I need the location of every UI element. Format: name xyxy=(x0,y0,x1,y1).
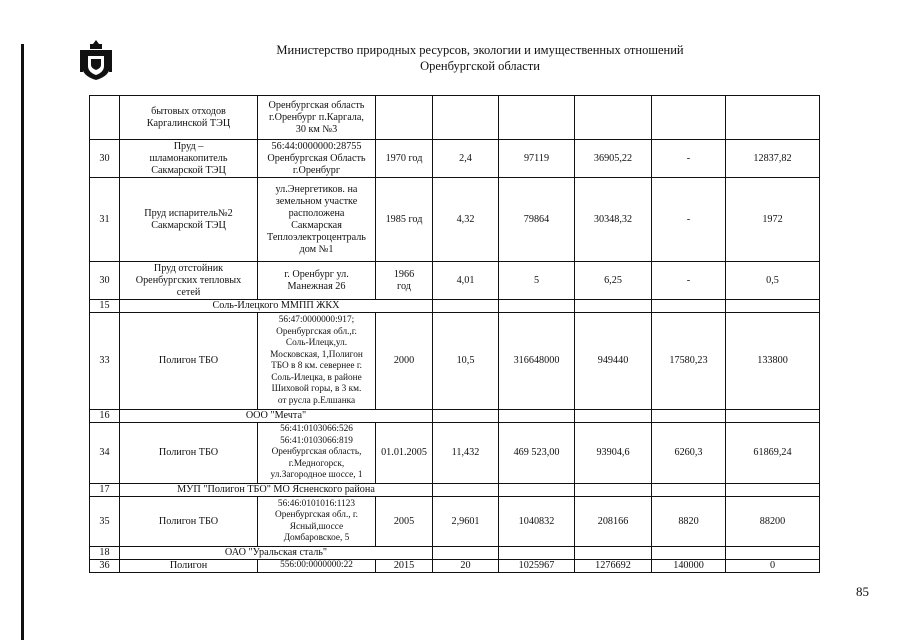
value-cell: 30348,32 xyxy=(575,178,652,262)
value-cell xyxy=(575,96,652,140)
header-ministry: Министерство природных ресурсов, экологии и имущественных отношений xyxy=(276,43,684,57)
empty-cell xyxy=(726,484,820,497)
value-cell: 20 xyxy=(433,560,499,573)
value-cell: 2,9601 xyxy=(433,497,499,547)
value-cell: 79864 xyxy=(499,178,575,262)
group-title: МУП "Полигон ТБО" МО Ясненского района xyxy=(120,484,433,497)
value-cell: 949440 xyxy=(575,313,652,410)
value-cell: 17580,23 xyxy=(652,313,726,410)
value-cell: 0 xyxy=(726,560,820,573)
value-cell: 1025967 xyxy=(499,560,575,573)
empty-cell xyxy=(652,410,726,423)
value-cell: 12837,82 xyxy=(726,140,820,178)
value-cell: 6260,3 xyxy=(652,423,726,484)
row-number: 36 xyxy=(90,560,120,573)
value-cell: 2,4 xyxy=(433,140,499,178)
empty-cell xyxy=(499,410,575,423)
table-row xyxy=(90,96,820,140)
value-cell: 5 xyxy=(499,262,575,300)
value-cell: 1972 xyxy=(726,178,820,262)
empty-cell xyxy=(575,547,652,560)
empty-cell xyxy=(575,410,652,423)
object-name: Пруд – шламонакопитель Сакмарской ТЭЦ xyxy=(120,140,258,178)
row-number: 34 xyxy=(90,423,120,484)
object-name: Полигон ТБО xyxy=(120,313,258,410)
value-cell: 469 523,00 xyxy=(499,423,575,484)
document-header xyxy=(230,42,730,74)
empty-cell xyxy=(726,300,820,313)
row-number: 16 xyxy=(90,410,120,423)
group-row xyxy=(90,410,820,423)
value-cell: 133800 xyxy=(726,313,820,410)
value-cell xyxy=(652,96,726,140)
commission-year: 1970 год xyxy=(376,140,433,178)
empty-cell xyxy=(726,410,820,423)
row-number: 33 xyxy=(90,313,120,410)
table-row xyxy=(90,560,820,573)
empty-cell xyxy=(652,484,726,497)
row-number: 30 xyxy=(90,140,120,178)
page-edge-line xyxy=(21,44,24,640)
value-cell: 1040832 xyxy=(499,497,575,547)
commission-year: 2005 xyxy=(376,497,433,547)
value-cell: - xyxy=(652,178,726,262)
object-address: г. Оренбург ул. Манежная 26 xyxy=(258,262,376,300)
object-address: 56:44:0000000:28755 Оренбургская Область г.Оренбург xyxy=(258,140,376,178)
object-address: 56:41:0103066:526 56:41:0103066:819 Оренбургская область, г.Медногорск, ул.Загородное шоссе, 1 xyxy=(258,423,376,484)
waste-sites-table xyxy=(89,95,820,573)
table-row xyxy=(90,313,820,410)
value-cell: - xyxy=(652,140,726,178)
value-cell: 208166 xyxy=(575,497,652,547)
object-name: Полигон ТБО xyxy=(120,423,258,484)
empty-cell xyxy=(575,484,652,497)
object-address: 556:00:0000000:22 xyxy=(258,560,376,573)
object-address: 56:47:0000000:917; Оренбургская обл.,г. Соль-Илецк,ул. Московская, 1,Полигон ТБО в 8 км. севернее г. Соль-Илецка, в районе Шиховой горы, в 3 км. от русла р.Елшанка xyxy=(258,313,376,410)
group-row xyxy=(90,547,820,560)
commission-year: 1966 год xyxy=(376,262,433,300)
empty-cell xyxy=(575,300,652,313)
value-cell xyxy=(499,96,575,140)
empty-cell xyxy=(433,484,499,497)
value-cell: 1276692 xyxy=(575,560,652,573)
empty-cell xyxy=(433,547,499,560)
value-cell xyxy=(433,96,499,140)
group-title: ООО "Мечта" xyxy=(120,410,433,423)
empty-cell xyxy=(652,300,726,313)
value-cell: 140000 xyxy=(652,560,726,573)
group-row xyxy=(90,484,820,497)
commission-year: 01.01.2005 xyxy=(376,423,433,484)
value-cell: 36905,22 xyxy=(575,140,652,178)
empty-cell xyxy=(652,547,726,560)
empty-cell xyxy=(499,300,575,313)
commission-year: 2000 xyxy=(376,313,433,410)
table-row xyxy=(90,140,820,178)
value-cell: 4,32 xyxy=(433,178,499,262)
page-number: 85 xyxy=(856,584,869,599)
value-cell: 6,25 xyxy=(575,262,652,300)
group-title: ОАО "Уральская сталь" xyxy=(120,547,433,560)
value-cell xyxy=(726,96,820,140)
row-number: 35 xyxy=(90,497,120,547)
table-row xyxy=(90,262,820,300)
table-row xyxy=(90,423,820,484)
commission-year: 2015 xyxy=(376,560,433,573)
value-cell: 88200 xyxy=(726,497,820,547)
row-number: 31 xyxy=(90,178,120,262)
empty-cell xyxy=(433,410,499,423)
empty-cell xyxy=(499,484,575,497)
coat-of-arms-icon xyxy=(80,40,112,80)
object-address: ул.Энергетиков. на земельном участке расположена Сакмарская Теплоэлектроцентраль дом №1 xyxy=(258,178,376,262)
value-cell: 0,5 xyxy=(726,262,820,300)
row-number: 30 xyxy=(90,262,120,300)
empty-cell xyxy=(726,547,820,560)
value-cell: 61869,24 xyxy=(726,423,820,484)
row-number: 18 xyxy=(90,547,120,560)
value-cell: 316648000 xyxy=(499,313,575,410)
value-cell: 8820 xyxy=(652,497,726,547)
table-body xyxy=(90,96,820,573)
object-name: Пруд испаритель№2 Сакмарской ТЭЦ xyxy=(120,178,258,262)
empty-cell xyxy=(433,300,499,313)
table-row xyxy=(90,497,820,547)
object-address: 56:46:0101016:1123 Оренбургская обл., г. Ясный,шоссе Домбаровское, 5 xyxy=(258,497,376,547)
header-region: Оренбургской области xyxy=(420,59,540,73)
group-row xyxy=(90,300,820,313)
object-name: Пруд отстойник Оренбургских тепловых сетей xyxy=(120,262,258,300)
value-cell: 10,5 xyxy=(433,313,499,410)
object-name: бытовых отходов Каргалинской ТЭЦ xyxy=(120,96,258,140)
commission-year: 1985 год xyxy=(376,178,433,262)
commission-year xyxy=(376,96,433,140)
value-cell: 97119 xyxy=(499,140,575,178)
row-number xyxy=(90,96,120,140)
row-number: 15 xyxy=(90,300,120,313)
value-cell: 4,01 xyxy=(433,262,499,300)
row-number: 17 xyxy=(90,484,120,497)
value-cell: 93904,6 xyxy=(575,423,652,484)
table-row xyxy=(90,178,820,262)
value-cell: 11,432 xyxy=(433,423,499,484)
group-title: Соль-Илецкого ММПП ЖКХ xyxy=(120,300,433,313)
object-name: Полигон xyxy=(120,560,258,573)
value-cell: - xyxy=(652,262,726,300)
object-name: Полигон ТБО xyxy=(120,497,258,547)
empty-cell xyxy=(499,547,575,560)
object-address: Оренбургская область г.Оренбург п.Каргала, 30 км №3 xyxy=(258,96,376,140)
